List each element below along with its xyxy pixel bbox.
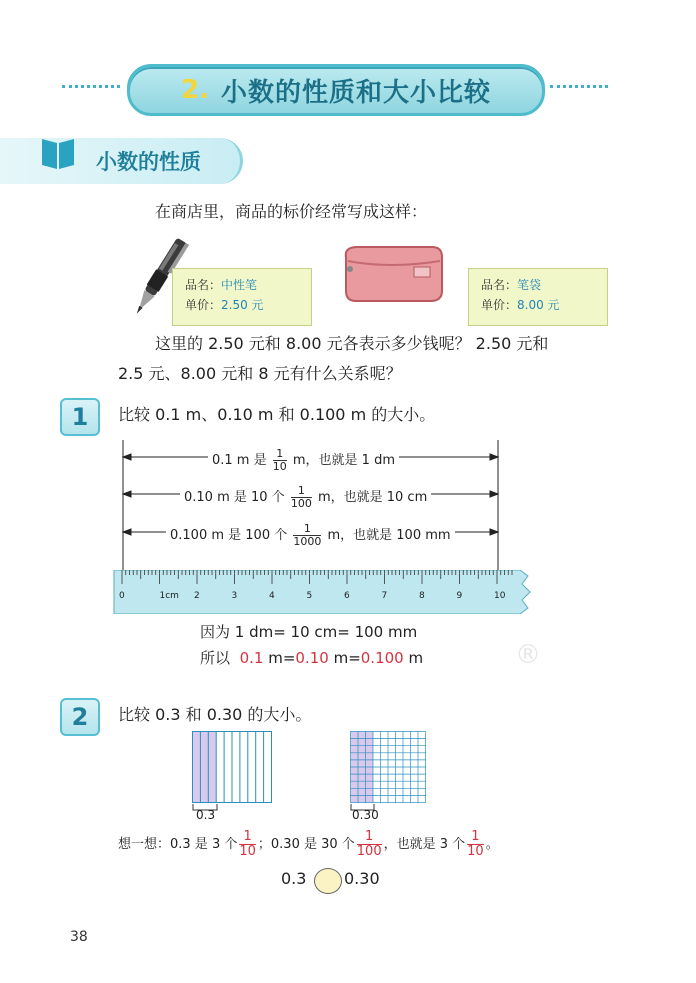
chapter-banner — [127, 64, 545, 116]
think-part-1: 想一想：0.3 是 3 个 — [118, 837, 238, 852]
section-title: 小数的性质 — [96, 150, 201, 174]
so-value-2: 0.10 — [295, 649, 329, 667]
compare-right: 0.30 — [344, 869, 380, 888]
example-2-badge: 2 — [60, 698, 100, 736]
think-part-2: ；0.30 是 30 个 — [257, 837, 355, 852]
ruler-label: 3 — [231, 591, 238, 601]
row-suffix: m，也就是 100 mm — [323, 528, 451, 543]
pencil-case-image — [340, 243, 446, 305]
fraction — [467, 830, 484, 859]
row-suffix: m，也就是 1 dm — [288, 453, 395, 468]
so-eq-2: = — [348, 649, 361, 667]
watermark: ® — [515, 640, 541, 670]
measure-row-1 — [208, 448, 399, 473]
fraction-denominator: 100 — [290, 497, 312, 510]
grid-label-tenths: 0.3 — [196, 808, 216, 822]
fraction — [239, 830, 256, 859]
tag-price-label: 单价： — [185, 298, 222, 312]
ruler-label: 7 — [381, 591, 388, 601]
fraction — [293, 523, 321, 548]
fraction — [291, 485, 312, 510]
book-icon — [40, 133, 76, 171]
so-eq-1: = — [282, 649, 296, 667]
ruler-label: 10 — [494, 591, 506, 601]
tag-name-label: 品名： — [481, 278, 518, 292]
fraction-denominator: 10 — [467, 844, 484, 859]
banner-dots-right — [550, 85, 608, 88]
banner-dots-left — [62, 85, 120, 88]
page-number: 38 — [70, 929, 88, 945]
so-line — [200, 643, 423, 673]
ruler-label: 5 — [306, 591, 313, 601]
question-line-1: 这里的 2.50 元和 8.00 元各表示多少钱呢？ 2.50 元和 — [155, 334, 549, 353]
ruler-label: 9 — [456, 591, 463, 601]
tag-price-value: 2.50 元 — [221, 298, 264, 312]
ruler-label: 2 — [194, 591, 200, 601]
ruler-label: 0 — [119, 591, 125, 601]
tenths-grid — [192, 731, 272, 803]
fraction-denominator: 10 — [239, 844, 256, 859]
so-unit-2: m — [328, 649, 349, 667]
tag-name-value: 中性笔 — [221, 278, 258, 292]
fraction-numerator: 1 — [291, 485, 312, 498]
example-2-prompt: 比较 0.3 和 0.30 的大小。 — [118, 705, 312, 724]
so-unit-1: m — [263, 649, 283, 667]
compare-answer-circle[interactable] — [314, 868, 342, 894]
tag-price-value: 8.00 元 — [517, 298, 560, 312]
think-line — [118, 830, 499, 859]
so-value-1: 0.1 — [239, 649, 264, 667]
chapter-number: 2. — [181, 75, 209, 105]
row-prefix: 0.100 m 是 100 个 — [170, 528, 292, 543]
tag-name-label: 品名： — [185, 278, 222, 292]
so-prefix: 所以 — [200, 649, 231, 667]
fraction-denominator: 1000 — [293, 535, 322, 548]
fraction-numerator: 1 — [239, 830, 256, 845]
example-1-prompt: 比较 0.1 m、0.10 m 和 0.100 m 的大小。 — [118, 405, 436, 424]
fraction-numerator: 1 — [273, 448, 287, 461]
compare-left: 0.3 — [281, 869, 307, 888]
tag-name-value: 笔袋 — [517, 278, 542, 292]
so-unit-3: m — [403, 649, 424, 667]
because-line: 因为 1 dm= 10 cm= 100 mm — [200, 623, 418, 641]
ruler-label: 1cm — [159, 591, 179, 601]
fraction-denominator: 100 — [356, 844, 382, 859]
so-value-3: 0.100 — [360, 649, 404, 667]
ruler — [112, 570, 532, 614]
price-tag-pencil-case — [468, 268, 608, 326]
row-prefix: 0.1 m 是 — [212, 453, 271, 468]
fraction — [273, 448, 287, 473]
ruler-label: 6 — [344, 591, 350, 601]
grid-label-hundredths: 0.30 — [352, 808, 379, 822]
tag-price-label: 单价： — [481, 298, 518, 312]
fraction-numerator: 1 — [357, 830, 382, 845]
ruler-label: 4 — [269, 591, 275, 601]
example-1-badge: 1 — [60, 398, 100, 436]
question-line-2: 2.5 元、8.00 元和 8 元有什么关系呢？ — [118, 364, 402, 383]
measure-row-3 — [166, 523, 455, 548]
think-end: 。 — [485, 837, 499, 852]
intro-text: 在商店里，商品的标价经常写成这样： — [155, 202, 428, 221]
fraction — [357, 830, 382, 859]
fraction-numerator: 1 — [293, 523, 321, 536]
price-tag-pen — [172, 268, 312, 326]
fraction-denominator: 10 — [272, 460, 287, 473]
ruler-label: 8 — [419, 591, 425, 601]
hundredths-grid — [350, 731, 426, 803]
chapter-title: 小数的性质和大小比较 — [220, 77, 491, 108]
measure-row-2 — [180, 485, 431, 510]
think-part-3: ，也就是 3 个 — [383, 837, 466, 852]
row-prefix: 0.10 m 是 10 个 — [184, 490, 289, 505]
fraction-numerator: 1 — [467, 830, 484, 845]
row-suffix: m，也就是 10 cm — [313, 490, 428, 505]
